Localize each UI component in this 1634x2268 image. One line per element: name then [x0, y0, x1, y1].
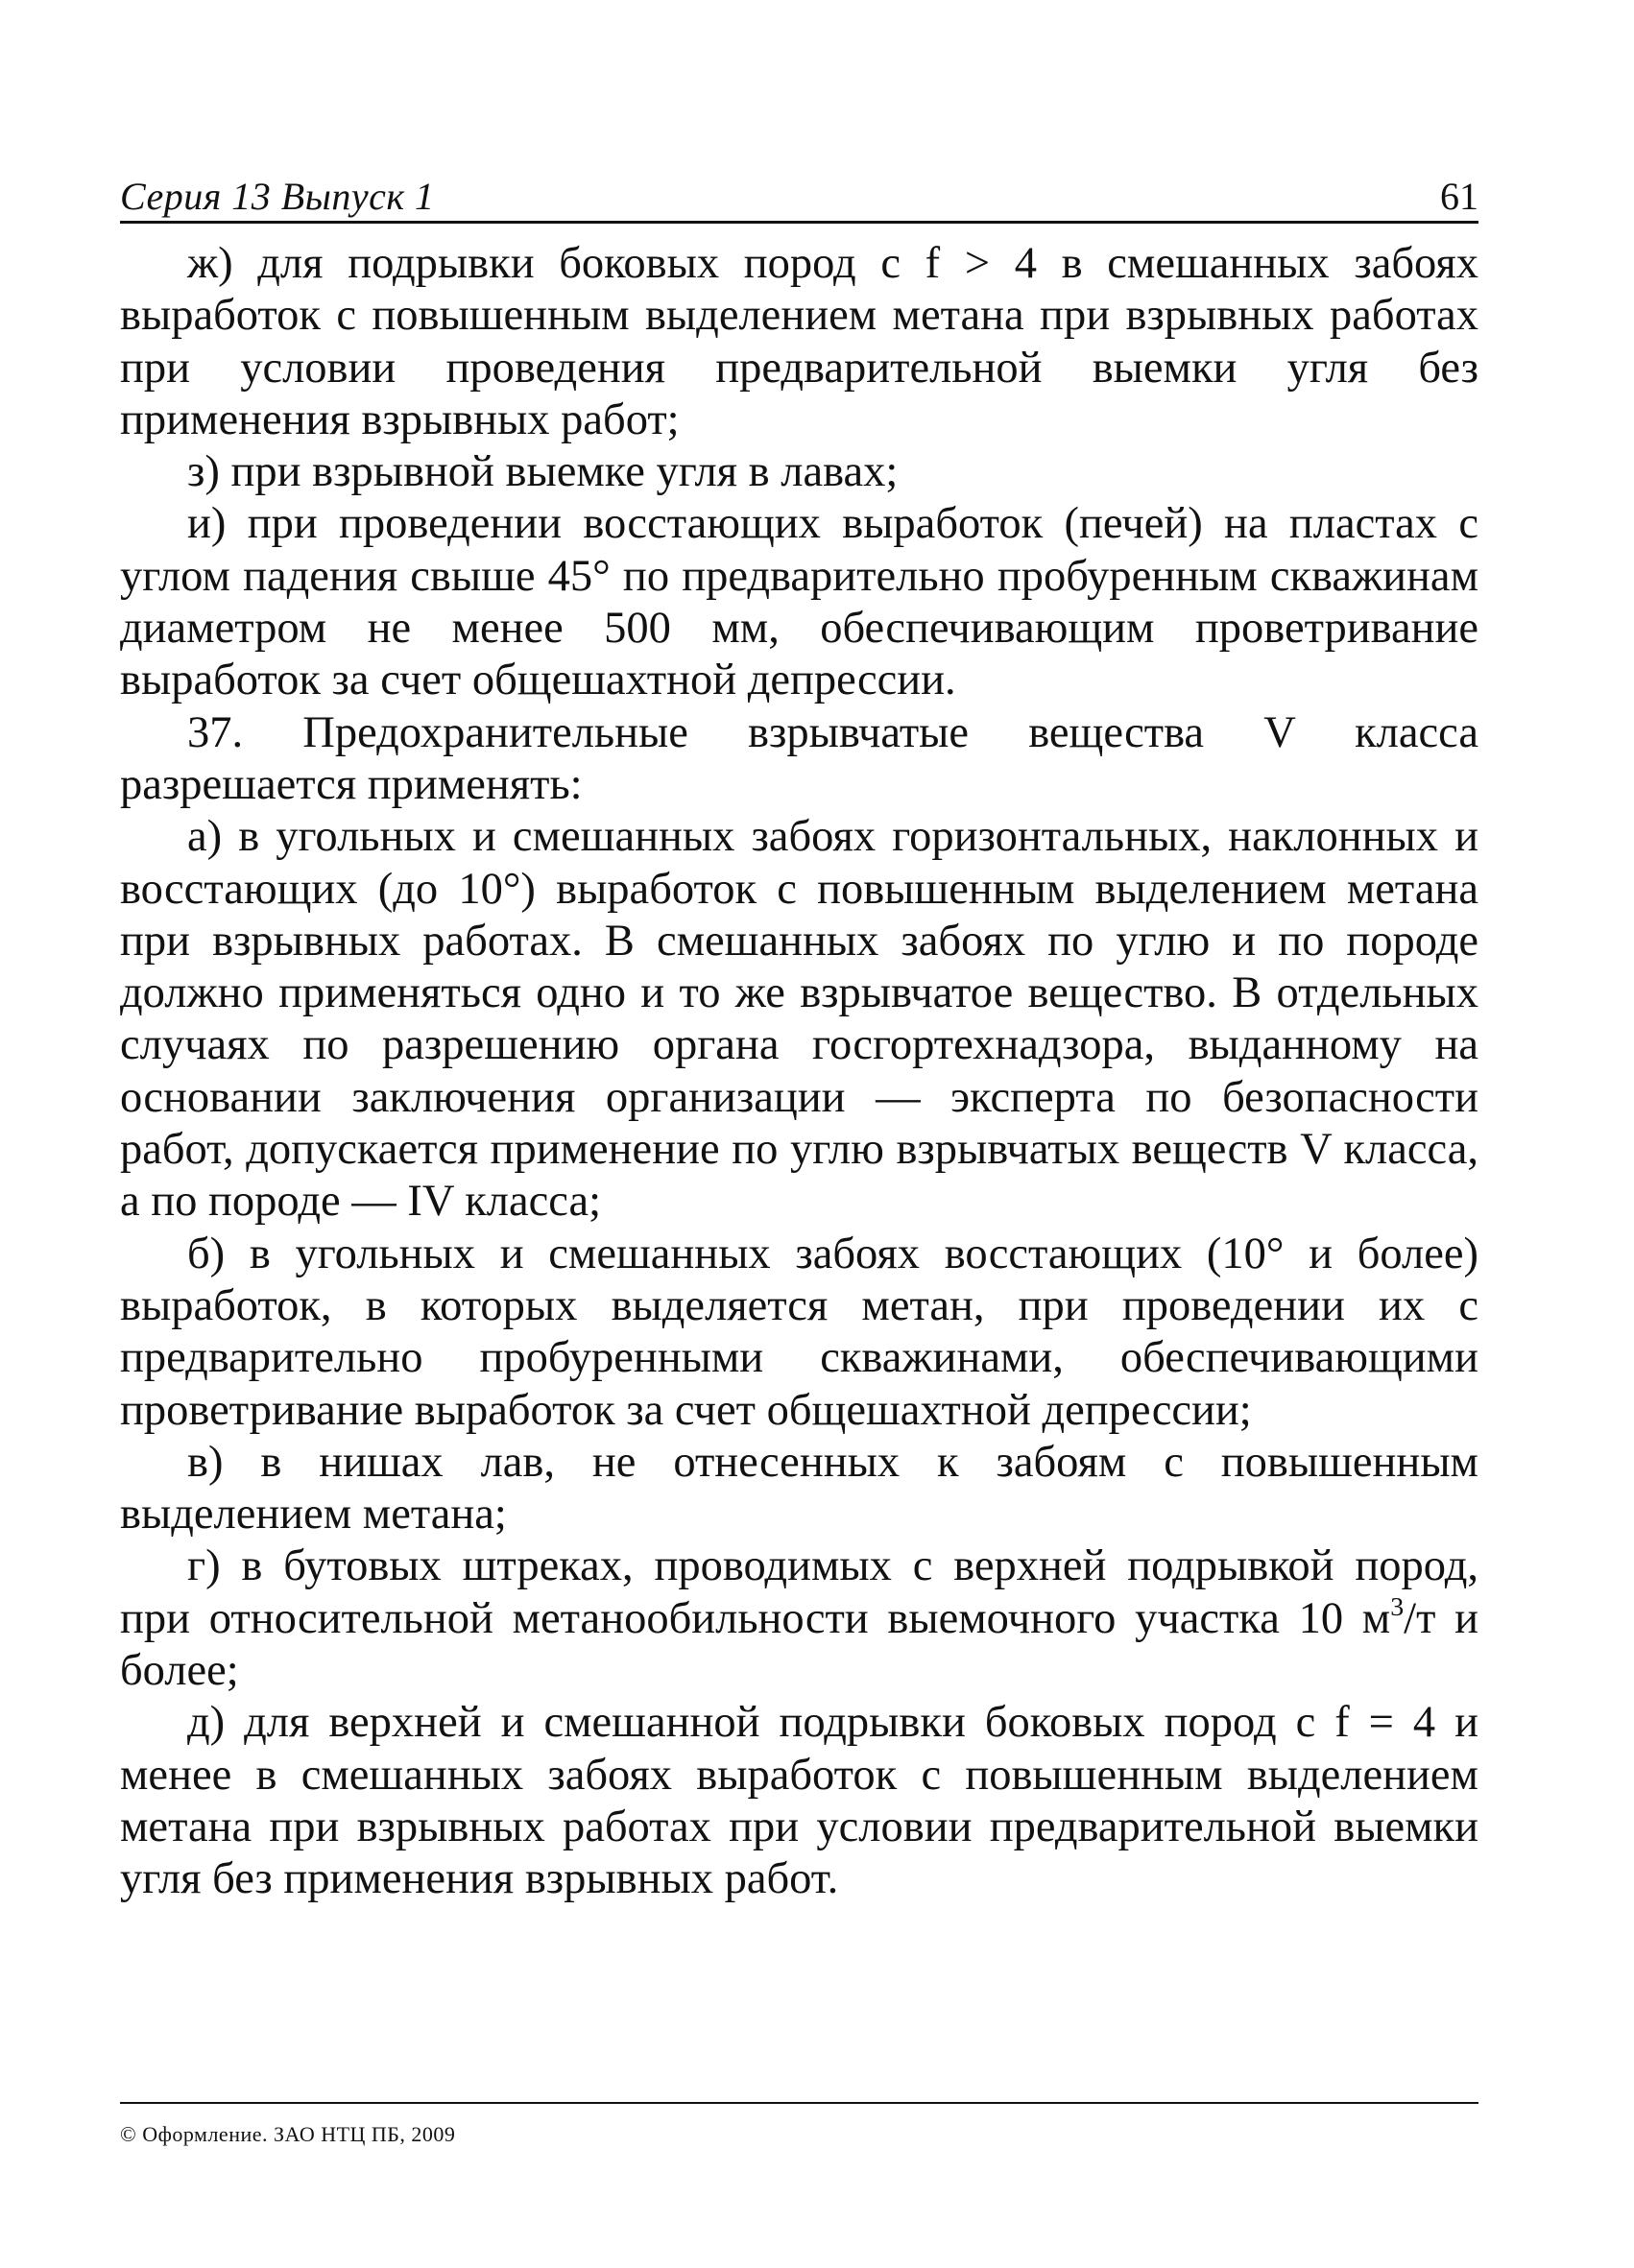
paragraph-i: и) при проведении восстающих выработок (печей) на пластах с углом падения свыше 45° по предварительно пробуренным скважинам диаметром не менее 500 мм, обеспечивающим проветривание выработок за счет общешахтной депрессии. [120, 499, 1478, 705]
paragraph-a: а) в угольных и смешанных забоях горизонтальных, наклонных и восстающих (до 10°) выработок с повышенным выделением метана при взрывных работах. В смешанных забоях по углю и по породе должно применяться одно и то же взрывчатое вещество. В отдельных случаях по разрешению органа госгортехнадзора, выданному на основании заключения организации — эксперта по безопасности работ, допускается применение по углю взрывчатых веществ V класса, а по породе — IV класса; [120, 812, 1478, 1227]
cubic-superscript: 3 [1390, 1591, 1405, 1622]
paragraph-g [120, 1540, 1478, 1697]
body-text [120, 238, 1478, 1906]
paragraph-z: з) при взрывной выемке угля в лавах; [187, 447, 899, 497]
paragraph-zh: ж) для подрывки боковых пород с f > 4 в смешанных забоях выработок с повышенным выделением метана при взрывных работах при условии проведения предварительной выемки угля без применения взрывных работ; [120, 239, 1478, 444]
paragraph-d: д) для верхней и смешанной подрывки боковых пород с f = 4 и менее в смешанных забоях выработок с повышенным выделением метана при взрывных работах при условии предварительной выемки угля без применения взрывных работ. [120, 1698, 1478, 1904]
paragraph-v: в) в нишах лав, не отнесенных к забоям с повышенным выделением метана; [120, 1437, 1478, 1540]
page-footer [120, 2102, 1478, 2148]
running-header [120, 173, 1478, 224]
paragraph-g-unit: /т и более; [120, 1593, 1479, 1696]
copyright-note: © Оформление. ЗАО НТЦ ПБ, 2009 [120, 2122, 456, 2146]
page-number: 61 [1440, 175, 1478, 218]
paragraph-37: 37. Предохранительные взрывчатые вещества V класса разрешается применять: [120, 707, 1478, 809]
series-label: Серия 13 Выпуск 1 [120, 175, 435, 218]
paragraph-b: б) в угольных и смешанных забоях восстающих (10° и более) выработок, в которых выделяется метан, при проведении их с предварительно пробуренными скважинами, обеспечивающими проветривание выработок за счет общешахтной депрессии; [120, 1229, 1478, 1435]
paragraph-g-text: г) в бутовых штреках, проводимых с верхней подрывкой пород, при относительной метанообильности выемочного участка 10 м [120, 1541, 1478, 1643]
